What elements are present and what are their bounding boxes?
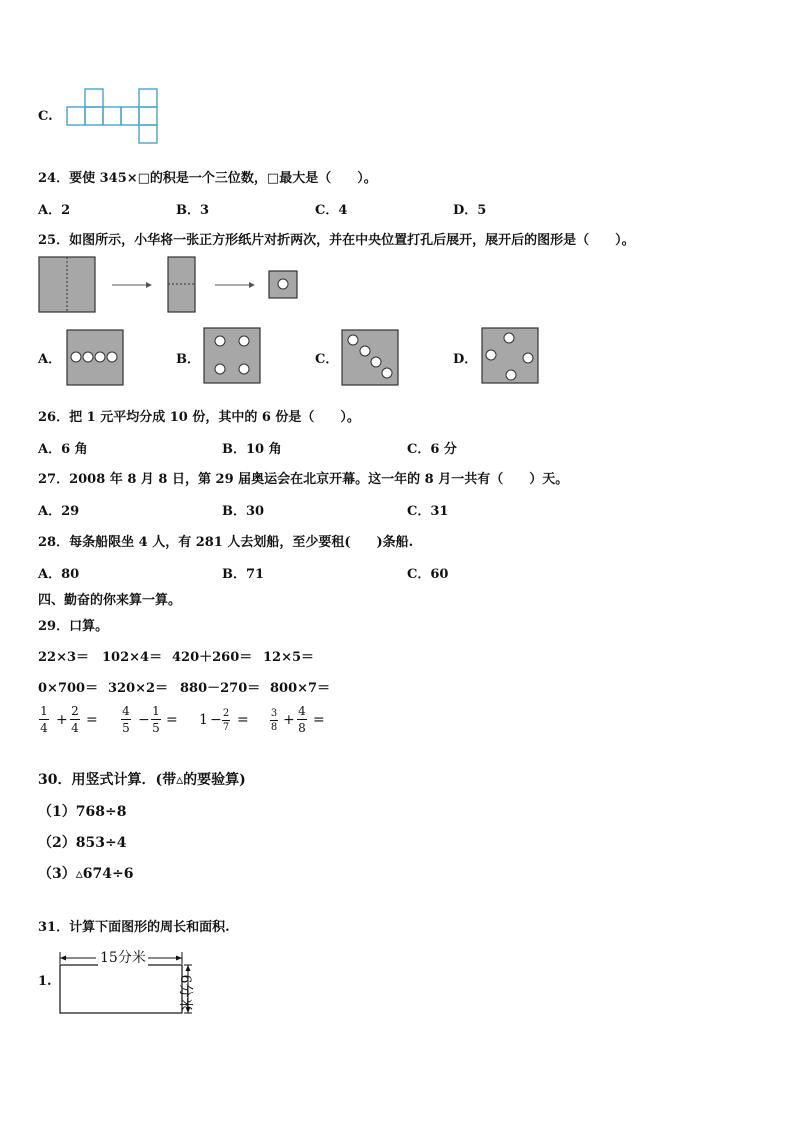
q31-stem: 31．计算下面图形的周长和面积. <box>38 920 230 935</box>
q29-item-7: 880－270＝ <box>180 681 261 696</box>
q30-item-3: （3）▵674÷6 <box>38 866 134 882</box>
minus-sign: − <box>210 712 222 728</box>
q25-option-c-figure[interactable] <box>341 329 401 387</box>
q29-item-3: 420＋260＝ <box>172 650 253 665</box>
q23-cube-net-figure <box>66 88 166 146</box>
q24-option-b[interactable]: B．3 <box>176 203 210 218</box>
fraction-1-4: 1 4 <box>40 704 48 735</box>
q25-option-b-label[interactable]: B． <box>176 352 200 367</box>
q27-stem: 27．2008 年 8 月 8 日，第 29 届奥运会在北京开幕。这一年的 8 月一共有（ ）天。 <box>38 472 569 487</box>
q25-option-c-label[interactable]: C． <box>315 352 339 367</box>
fraction-2-4: 2 4 <box>71 704 79 735</box>
q25-option-d-figure[interactable] <box>481 327 541 385</box>
q28-option-c[interactable]: C．60 <box>407 567 449 582</box>
q30-item-2: （2）853÷4 <box>38 835 127 851</box>
fraction-4-8: 4 8 <box>298 704 306 735</box>
plus-sign: + <box>56 712 68 728</box>
q29-item-1: 22×3＝ <box>38 650 90 665</box>
arrow-icon <box>146 282 152 288</box>
q25-option-d-label[interactable]: D． <box>453 352 478 367</box>
q31-index: 1. <box>38 974 52 989</box>
q28-option-b[interactable]: B．71 <box>222 567 265 582</box>
q25-option-a-label[interactable]: A． <box>38 352 62 367</box>
q31-height-label: 6分米 <box>177 974 193 1012</box>
fraction-4-5: 4 5 <box>122 704 130 735</box>
q31-width-label: 15分米 <box>98 947 148 967</box>
whole-one: 1 <box>199 712 208 728</box>
arrow-icon <box>249 282 255 288</box>
q25-option-a-figure[interactable] <box>66 329 126 387</box>
q29-item-8: 800×7＝ <box>270 681 331 696</box>
q28-stem: 28．每条船限坐 4 人，有 281 人去划船，至少要租( )条船. <box>38 535 414 550</box>
q24-option-c[interactable]: C．4 <box>315 203 348 218</box>
q24-stem: 24．要使 345×□的积是一个三位数，□最大是（ ）。 <box>38 171 377 186</box>
q29-item-6: 320×2＝ <box>108 681 169 696</box>
plus-sign: + <box>283 712 295 728</box>
fraction-1-5: 1 5 <box>152 704 160 735</box>
equals-sign: = <box>166 712 178 728</box>
q26-option-c[interactable]: C．6 分 <box>407 442 457 457</box>
q29-item-4: 12×5＝ <box>263 650 315 665</box>
q26-option-b[interactable]: B．10 角 <box>222 442 282 457</box>
q30-stem: 30．用竖式计算．(带▵的要验算) <box>38 772 246 788</box>
q25-stem: 25．如图所示，小华将一张正方形纸片对折两次，并在中央位置打孔后展开，展开后的图形是（ ）。 <box>38 233 635 248</box>
equals-sign: = <box>313 712 325 728</box>
equals-sign: = <box>86 712 98 728</box>
q30-item-1: （1）768÷8 <box>38 804 127 820</box>
q26-stem: 26．把 1 元平均分成 10 份，其中的 6 份是（ ）。 <box>38 410 360 425</box>
equals-sign: = <box>237 712 249 728</box>
q24-option-d[interactable]: D．5 <box>453 203 487 218</box>
minus-sign: − <box>138 712 150 728</box>
q27-option-b[interactable]: B．30 <box>222 504 265 519</box>
rectangle-shape <box>60 965 182 1013</box>
q23-option-c-label: C. <box>38 109 53 124</box>
fraction-3-8: 3 8 <box>270 708 278 733</box>
q28-option-a[interactable]: A．80 <box>38 567 80 582</box>
q25-option-b-figure[interactable] <box>203 327 263 385</box>
q27-option-a[interactable]: A．29 <box>38 504 80 519</box>
fraction-2-7: 2 7 <box>222 708 230 733</box>
q27-option-c[interactable]: C．31 <box>407 504 449 519</box>
q29-stem: 29．口算。 <box>38 619 109 634</box>
section-4-title: 四、勤奋的你来算一算。 <box>38 593 182 608</box>
q24-option-a[interactable]: A．2 <box>38 203 71 218</box>
q26-option-a[interactable]: A．6 角 <box>38 442 88 457</box>
q29-item-2: 102×4＝ <box>102 650 163 665</box>
q25-folding-diagram <box>36 254 306 316</box>
q29-item-5: 0×700＝ <box>38 681 99 696</box>
